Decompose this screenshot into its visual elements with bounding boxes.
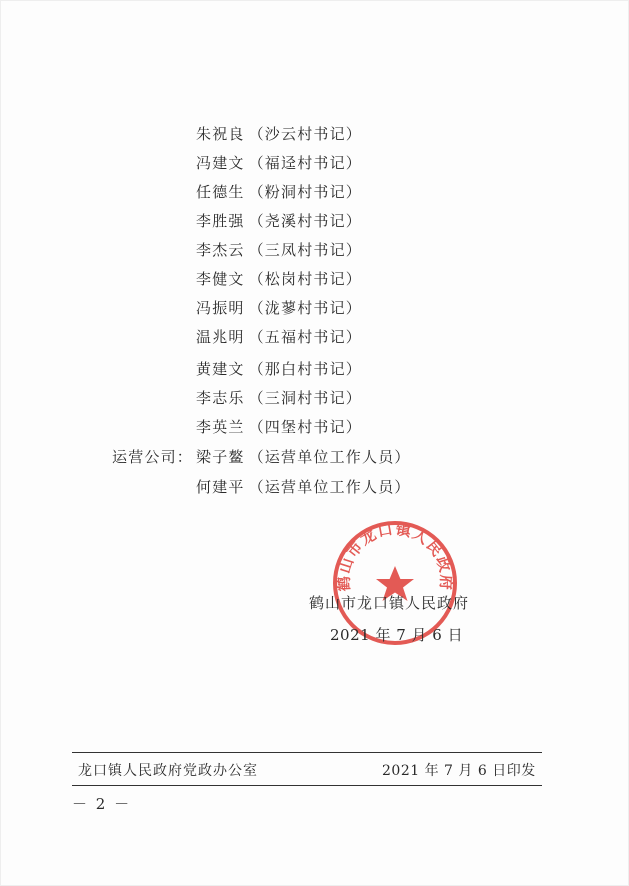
member-name: 朱祝良 — [196, 125, 245, 143]
member-role: （运营单位工作人员） — [248, 448, 411, 466]
member-row — [112, 295, 362, 321]
member-row — [112, 324, 362, 350]
footer-issuer: 龙口镇人民政府党政办公室 — [78, 763, 258, 779]
member-name: 李杰云 — [196, 241, 245, 259]
member-row — [112, 121, 362, 147]
signature-date: 2021 年 7 月 6 日 — [330, 626, 464, 644]
member-role: （三凤村书记） — [248, 241, 363, 259]
member-row — [112, 179, 362, 205]
member-row — [112, 208, 362, 234]
member-name: 温兆明 — [196, 328, 245, 346]
signature-org: 鹤山市龙口镇人民政府 — [309, 594, 470, 612]
member-role: （三洞村书记） — [248, 389, 363, 407]
operator-row — [112, 474, 411, 500]
member-name: 李志乐 — [196, 389, 245, 407]
member-row — [112, 237, 362, 263]
member-row — [112, 414, 362, 440]
seal-text: 鹤山市龙口镇人民政府 — [334, 519, 456, 592]
member-role: （五福村书记） — [248, 328, 363, 346]
member-row — [112, 150, 362, 176]
member-name: 李英兰 — [196, 418, 245, 436]
member-name: 任德生 — [196, 183, 245, 201]
member-role: （四堡村书记） — [248, 418, 363, 436]
operator-row — [112, 444, 411, 470]
member-role: （运营单位工作人员） — [248, 478, 411, 496]
page-number: － 2 － — [72, 795, 132, 813]
member-name: 李胜强 — [196, 212, 245, 230]
member-name: 冯建文 — [196, 154, 245, 172]
member-row — [112, 356, 362, 382]
member-name: 黄建文 — [196, 360, 245, 378]
footer-issue-date: 2021 年 7 月 6 日印发 — [382, 763, 536, 779]
member-role: （福迳村书记） — [248, 154, 363, 172]
member-row — [112, 385, 362, 411]
member-name: 梁子鳌 — [196, 448, 245, 466]
member-name: 冯振明 — [196, 299, 245, 317]
member-name: 李健文 — [196, 270, 245, 288]
footer-rule-bottom — [72, 785, 542, 786]
member-name: 何建平 — [196, 478, 245, 496]
member-role: （尧溪村书记） — [248, 212, 363, 230]
member-role: （松岗村书记） — [248, 270, 363, 288]
footer-rule-top — [72, 752, 542, 753]
member-row — [112, 266, 362, 292]
member-role: （泷蓼村书记） — [248, 299, 363, 317]
member-role: （沙云村书记） — [248, 125, 363, 143]
member-role: （那白村书记） — [248, 360, 363, 378]
member-role: （粉洞村书记） — [248, 183, 363, 201]
operator-label: 运营公司： — [112, 448, 194, 466]
